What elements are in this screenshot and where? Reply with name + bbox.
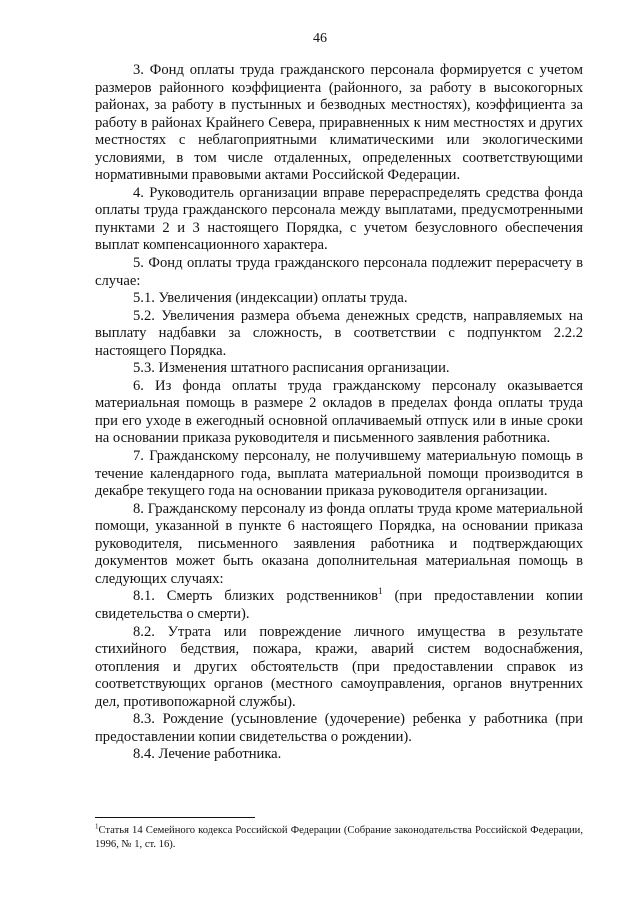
paragraph-8-4: 8.4. Лечение работника. (133, 746, 282, 763)
paragraph-8-3: 8.3. Рождение (усыновление (удочерение) ребенка у работника (при предоставлении копии свидетельства о рождении). (95, 711, 583, 745)
footnote-reference: 1 (378, 586, 383, 597)
footnote-mark: 1 (95, 822, 99, 831)
paragraph-5-3: 5.3. Изменения штатного расписания организации. (133, 360, 450, 377)
footnote-text: Статья 14 Семейного кодекса Российской Федерации (Собрание законодательства Российской Федерации, 1996, № 1, ст. 16). (95, 825, 583, 850)
paragraph-4: 4. Руководитель организации вправе перераспределять средства фонда оплаты труда гражданского персонала между выплатами, предусмотренными пунктами 2 и 3 настоящего Порядка, с учетом безусловного обеспечения выплат компенсационного характера. (95, 184, 583, 254)
paragraph-7: 7. Гражданскому персоналу, не получившему материальную помощь в течение календарного года, выплата материальной помощи производится в декабре текущего года на основании приказа руководителя организации. (95, 448, 583, 500)
paragraph-6: 6. Из фонда оплаты труда гражданскому персоналу оказывается материальная помощь в размере 2 окладов в пределах фонда оплаты труда при его уходе в ежегодный основной оплачиваемый отпуск или в иные сроки на основании приказа руководителя и письменного заявления работника. (95, 377, 583, 447)
footnote-divider (95, 817, 255, 818)
paragraph-8-1-tail: (при предоставлении копии свидетельства о смерти). (95, 588, 583, 622)
paragraph-5-1: 5.1. Увеличения (индексации) оплаты труда. (133, 290, 408, 307)
document-body (95, 62, 583, 764)
paragraph-5-2: 5.2. Увеличения размера объема денежных средств, направляемых на выплату надбавки за сложность, в соответствии с подпунктом 2.2.2 настоящего Порядка. (95, 307, 583, 359)
paragraph-8-1-text: 8.1. Смерть близких родственников (133, 588, 379, 605)
paragraph-3: 3. Фонд оплаты труда гражданского персонала формируется с учетом размеров районного коэффициента (районного, за работу в высокогорных районах, за работу в пустынных и безводных местностях), коэффициента за работу в районах Крайнего Севера, приравненных к ним местностях и других местностях с неблагоприятными климатическими или экологическими условиями, в том числе отдаленных, определенных соответствующими нормативными правовыми актами Российской Федерации. (95, 62, 583, 184)
paragraph-8-2: 8.2. Утрата или повреждение личного имущества в результате стихийного бедствия, пожара, кражи, аварий систем водоснабжения, отопления и других обстоятельств (при предоставлении справок из соответствующих органов (местного самоуправления, органов внутренних дел, противопожарной службы). (95, 623, 583, 710)
footnote (95, 824, 583, 852)
paragraph-5: 5. Фонд оплаты труда гражданского персонала подлежит перерасчету в случае: (95, 255, 583, 289)
paragraph-8-1 (95, 588, 583, 623)
paragraph-8: 8. Гражданскому персоналу из фонда оплаты труда кроме материальной помощи, указанной в пункте 6 настоящего Порядка, на основании приказа руководителя, письменного заявления работника и подтверждающих документов может быть оказана дополнительная материальная помощь в следующих случаях: (95, 500, 583, 587)
page-number: 46 (313, 31, 327, 46)
